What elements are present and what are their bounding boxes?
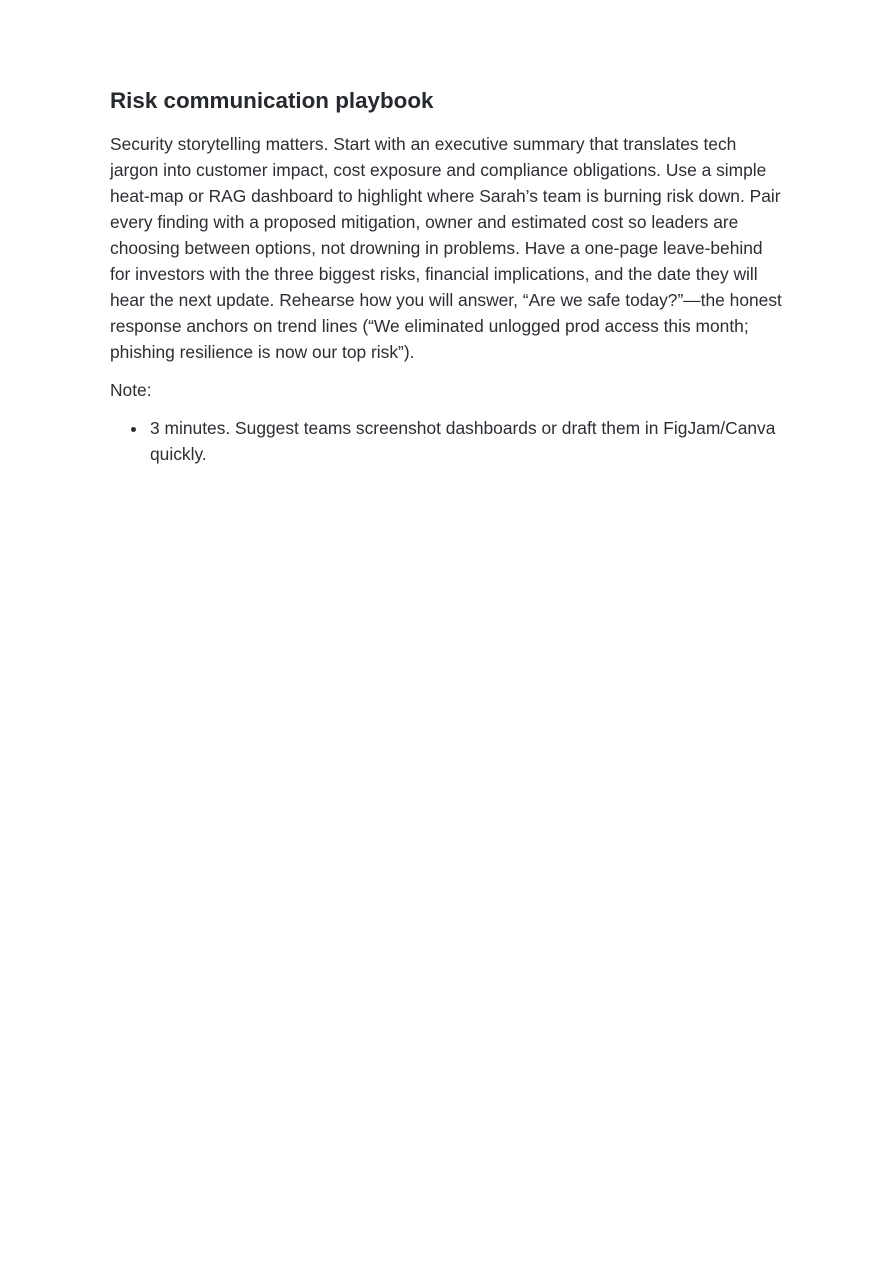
document-page — [0, 0, 893, 467]
body-paragraph: Security storytelling matters. Start with an executive summary that translates tech jargon into customer impact, cost exposure and compliance obligations. Use a simple heat-map or RAG dashboard to highlight where Sarah’s team is burning risk down. Pair every finding with a proposed mitigation, owner and estimated cost so leaders are choosing between options, not drowning in problems. Have a one-page leave-behind for investors with the three biggest risks, financial implications, and the date they will hear the next update. Rehearse how you will answer, “Are we safe today?”—the honest response anchors on trend lines (“We eliminated unlogged prod access this month; phishing resilience is now our top risk”). — [110, 134, 782, 362]
list-item: • 3 minutes. Suggest teams screenshot dashboards or draft them in FigJam/Canva quickly. — [148, 415, 786, 467]
note-list — [110, 415, 786, 467]
page-title: Risk communication playbook — [110, 88, 434, 113]
note-label: Note: — [110, 380, 152, 400]
